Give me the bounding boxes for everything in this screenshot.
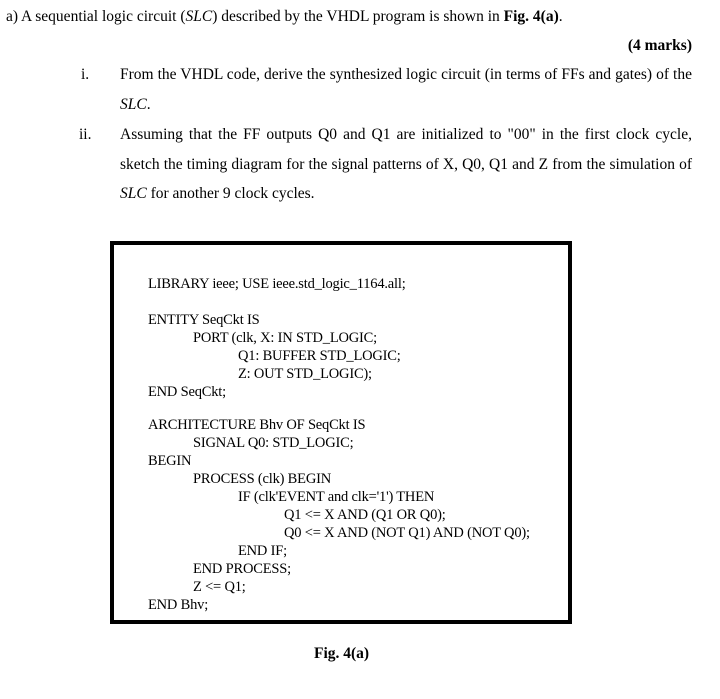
part-ii-text-a: Assuming that the FF outputs Q0 and Q1 are initialized to "00" in the first clock cycle, sketch the timing diagram for the signal patterns of X, Q0, Q1 and Z from the simulation of [120, 126, 692, 173]
code-line-end-process: END PROCESS; [193, 561, 291, 577]
code-line-begin: BEGIN [148, 453, 192, 469]
question-fig-ref: Fig. 4(a) [503, 8, 559, 25]
part-ii-slc: SLC [120, 185, 147, 202]
code-line-q1-assign: Q1 <= X AND (Q1 OR Q0); [284, 507, 446, 523]
part-number-i: i. [81, 66, 90, 83]
code-line-end-entity: END SeqCkt; [148, 384, 226, 400]
part-i-text-b: . [146, 95, 151, 113]
code-line-if: IF (clk'EVENT and clk='1') THEN [238, 489, 435, 505]
figure-caption: Fig. 4(a) [314, 645, 370, 662]
code-line-z-assign: Z <= Q1; [193, 579, 246, 595]
code-line-q0-assign: Q0 <= X AND (NOT Q1) AND (NOT Q0); [284, 525, 530, 541]
part-text-ii [120, 120, 692, 209]
part-text-i [120, 60, 692, 119]
code-line-port: PORT (clk, X: IN STD_LOGIC; [193, 330, 377, 346]
code-line-end-if: END IF; [238, 543, 287, 559]
marks-label: (4 marks) [627, 37, 692, 54]
question-text-suffix: . [558, 8, 563, 25]
vhdl-code-box [110, 241, 572, 624]
code-line-end-bhv: END Bhv; [148, 597, 209, 613]
question-slc: SLC [185, 8, 213, 25]
part-i-slc: SLC [120, 95, 147, 113]
code-line-q1: Q1: BUFFER STD_LOGIC; [238, 348, 401, 364]
code-line-library: LIBRARY ieee; USE ieee.std_logic_1164.all; [148, 276, 406, 292]
code-line-signal: SIGNAL Q0: STD_LOGIC; [193, 435, 354, 451]
question-text-middle: ) described by the VHDL program is shown in [212, 8, 504, 25]
part-ii-text-b: for another 9 clock cycles. [146, 185, 315, 202]
code-line-entity: ENTITY SeqCkt IS [148, 312, 260, 328]
question-text-prefix: a) A sequential logic circuit ( [6, 8, 186, 25]
part-number-ii: ii. [79, 126, 92, 143]
code-line-architecture: ARCHITECTURE Bhv OF SeqCkt IS [148, 417, 366, 433]
part-i-text-a: From the VHDL code, derive the synthesized logic circuit (in terms of FFs and gates) of the [120, 66, 692, 83]
code-line-z: Z: OUT STD_LOGIC); [238, 366, 372, 382]
question-header [6, 8, 563, 26]
code-line-process: PROCESS (clk) BEGIN [193, 471, 331, 487]
